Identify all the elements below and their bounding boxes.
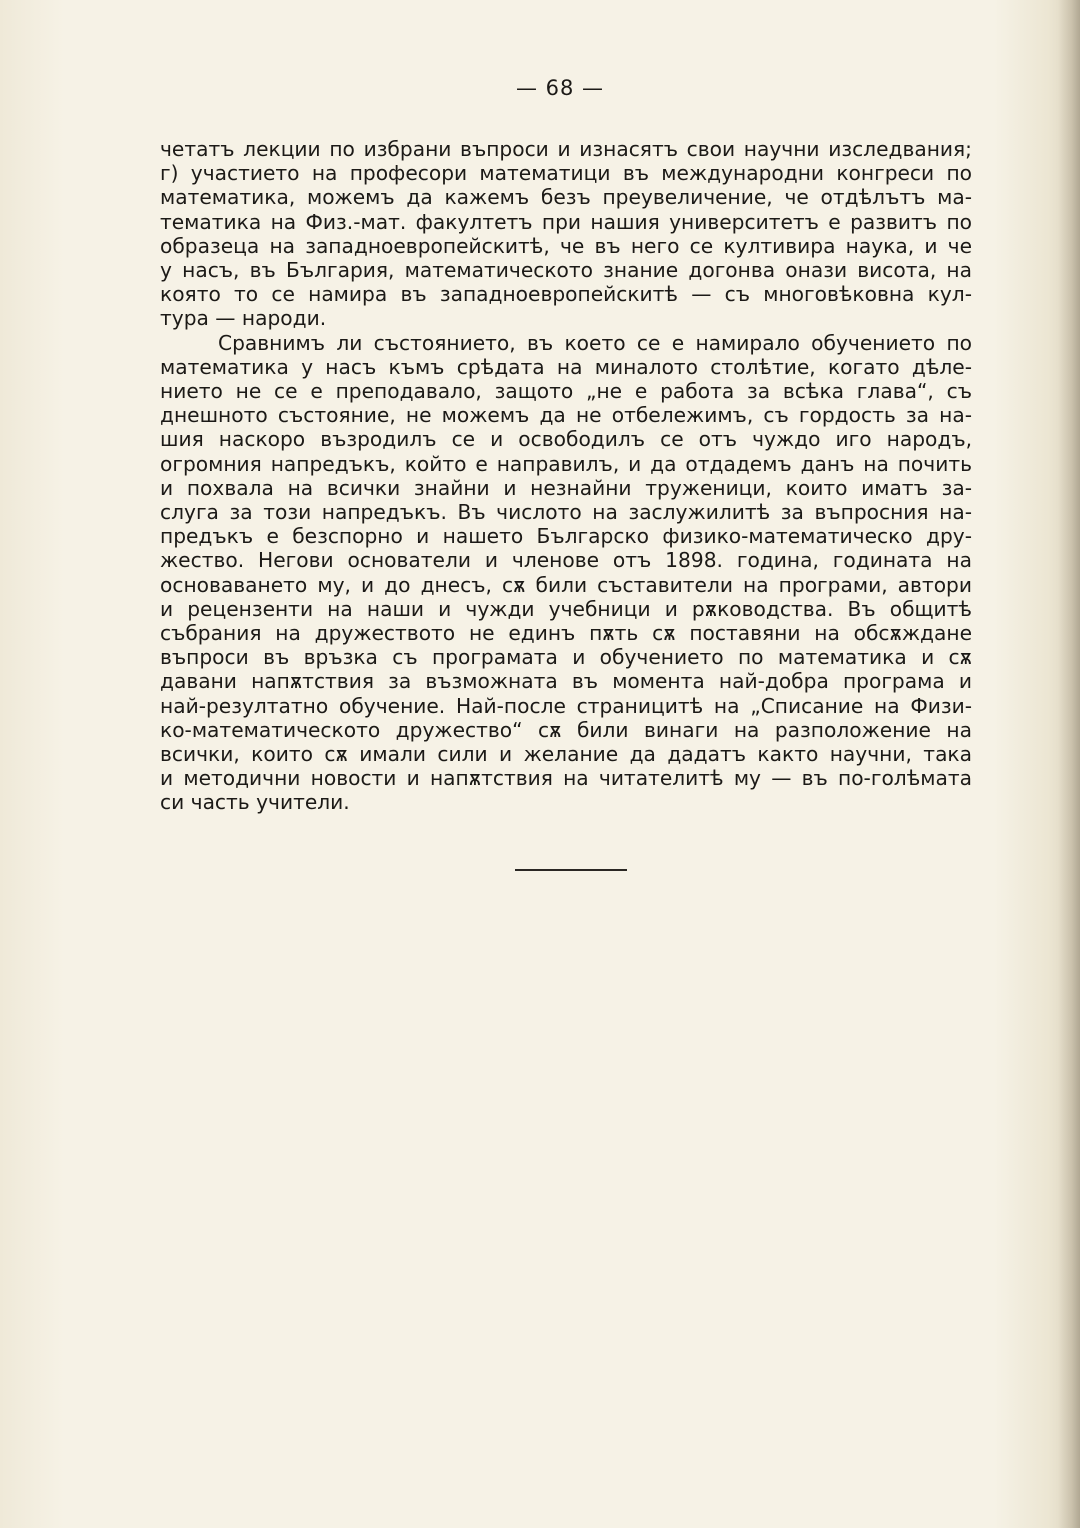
text-line: предъкъ е безспорно и нашето Българско физико-математическо дру- (160, 524, 972, 549)
text-line: и методични новости и напѫтствия на читателитѣ му — въ по-голѣмата (160, 766, 972, 791)
paragraph (160, 331, 972, 815)
text-line: събрания на дружеството не единъ пѫть сѫ поставяни на обсѫждане (160, 621, 972, 646)
text-line: четатъ лекции по избрани въпроси и изнасятъ свои научни изследвания; (160, 137, 972, 161)
text-line: нието не се е преподавало, защото „не е работа за всѣка глава“, съ (160, 379, 972, 404)
text-line: всички, които сѫ имали сили и желание да дадатъ както научни, така (160, 742, 972, 767)
text-line: тематика на Физ.-мат. факултетъ при нашия университетъ е развитъ по (160, 209, 972, 234)
page-number: — 68 — (515, 76, 605, 100)
text-line: шия наскоро възродилъ се и освободилъ се отъ чуждо иго народъ, (160, 427, 972, 452)
text-line: въпроси въ връзка съ програмата и обучението по математика и сѫ (160, 645, 972, 670)
text-line: огромния напредъкъ, който е направилъ, и да отдадемъ данъ на почить (160, 451, 972, 476)
text-line: ко-математическото дружество“ сѫ били винаги на разположение на (160, 717, 972, 742)
text-line: и похвала на всички знайни и незнайни труженици, които иматъ за- (160, 475, 972, 500)
text-line: която то се намира въ западноевропейскитѣ — съ многовѣковна кул- (160, 282, 972, 307)
text-line: най-резултатно обучение. Най-после страницитѣ на „Списание на Физи- (160, 693, 972, 718)
text-line: тура — народи. (160, 306, 327, 331)
text-line: г) участието на професори математици въ международни конгреси по (160, 161, 972, 186)
text-line: жество. Негови основатели и членове отъ 1898. година, годината на (160, 548, 972, 573)
end-rule (515, 869, 627, 871)
text-line: слуга за този напредъкъ. Въ числото на заслужилитѣ за въпросния на- (160, 500, 972, 525)
text-line: и рецензенти на наши и чужди учебници и рѫководства. Въ общитѣ (160, 596, 972, 621)
text-line: Сравнимъ ли състоянието, въ което се е намирало обучението по (218, 330, 972, 355)
text-line: у насъ, въ България, математическото знание догонва онази висота, на (160, 258, 972, 283)
body-text (160, 137, 972, 815)
text-line: основаването му, и до днесъ, сѫ били съставители на програми, автори (160, 572, 972, 597)
text-line: днешното състояние, не можемъ да не отбележимъ, съ гордость за на- (160, 403, 972, 428)
page-edge-shadow (1058, 0, 1080, 1528)
paragraph (160, 137, 972, 331)
text-line: математика у насъ къмъ срѣдата на миналото столѣтие, когато дѣле- (160, 354, 972, 379)
text-line: образеца на западноевропейскитѣ, че въ него се култивира наука, и че (160, 233, 972, 258)
text-line: си часть учители. (160, 790, 350, 815)
text-line: давани напѫтствия за възможната въ момента най-добра програма и (160, 669, 972, 694)
text-line: математика, можемъ да кажемъ безъ преувеличение, че отдѣлътъ ма- (160, 185, 972, 210)
